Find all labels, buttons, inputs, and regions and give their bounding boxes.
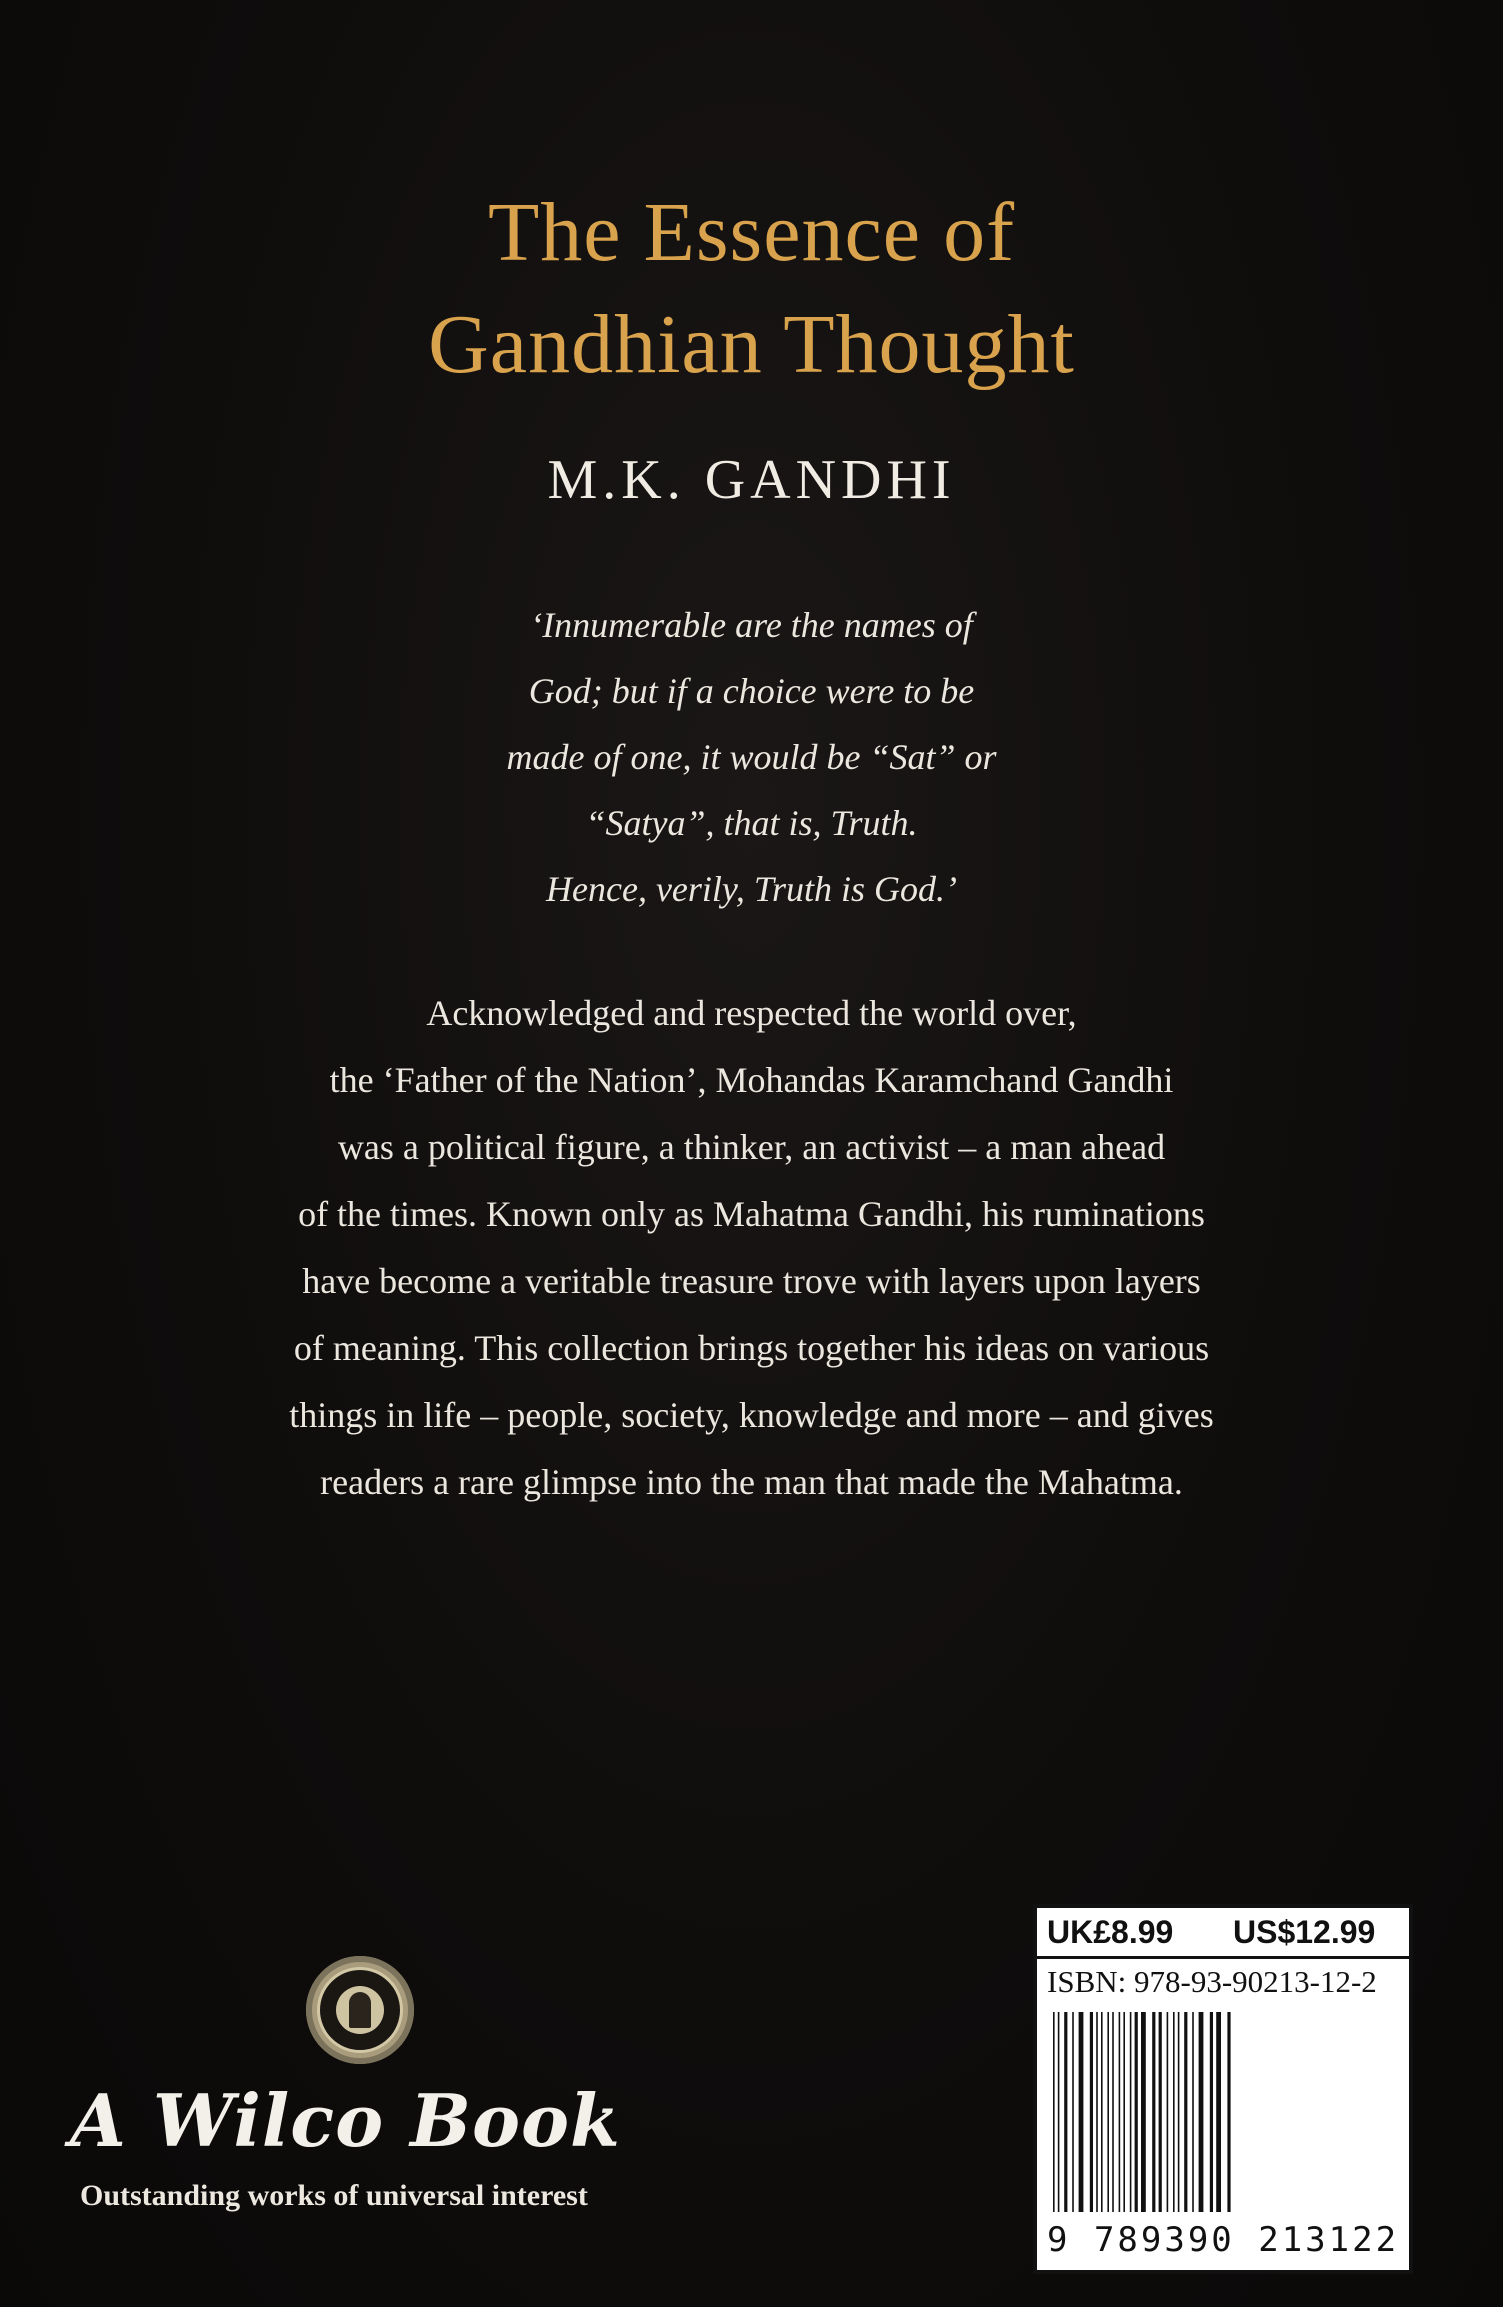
- quote-line: made of one, it would be “Sat” or: [506, 737, 997, 777]
- price-row: [1037, 1908, 1409, 1959]
- publisher-emblem-icon: [306, 1956, 414, 2064]
- quote-line: God; but if a choice were to be: [528, 671, 975, 711]
- barcode-bar: [1058, 2012, 1060, 2212]
- price-barcode-box: [1033, 1904, 1413, 2274]
- book-blurb: [0, 980, 1503, 1516]
- book-title-line-2: Gandhian Thought: [428, 298, 1075, 391]
- barcode-bar: [1184, 2012, 1187, 2212]
- blurb-line: was a political figure, a thinker, an activist – a man ahead: [337, 1127, 1166, 1167]
- quote-line: “Satya”, that is, Truth.: [585, 803, 918, 843]
- barcode-bar: [1178, 2012, 1180, 2212]
- barcode-bar: [1079, 2012, 1084, 2212]
- barcode-icon: [1051, 2012, 1395, 2212]
- publisher-name: A Wilco Book: [70, 2078, 621, 2163]
- barcode-bar: [1101, 2012, 1103, 2212]
- barcode-bar: [1130, 2012, 1132, 2212]
- author-name: M.K. GANDHI: [547, 449, 956, 511]
- barcode-bar: [1141, 2012, 1146, 2212]
- barcode-bar: [1064, 2012, 1067, 2212]
- barcode-bar: [1135, 2012, 1138, 2212]
- us-price: US$12.99: [1233, 1914, 1376, 1950]
- quote-line: Hence, verily, Truth is God.’: [546, 869, 957, 909]
- isbn-label: ISBN: 978-93-90213-12-2: [1047, 1964, 1377, 1999]
- barcode-bar: [1216, 2012, 1221, 2212]
- barcode-bar: [1210, 2012, 1213, 2212]
- barcode-bar: [1096, 2012, 1098, 2212]
- emblem-glyph: [349, 1992, 371, 2028]
- barcode-bar: [1090, 2012, 1093, 2212]
- uk-price: UK£8.99: [1047, 1914, 1174, 1950]
- barcode-bar: [1173, 2012, 1175, 2212]
- blurb-line: of meaning. This collection brings together his ideas on various: [293, 1328, 1210, 1368]
- barcode-bar: [1053, 2012, 1055, 2212]
- barcode-bar: [1107, 2012, 1109, 2212]
- barcode-bar: [1072, 2012, 1074, 2212]
- barcode-digits: 9 789390 213122: [1047, 2220, 1400, 2260]
- blurb-line: have become a veritable treasure trove with layers upon layers: [302, 1261, 1201, 1301]
- barcode-bar: [1199, 2012, 1204, 2212]
- blurb-line: the ‘Father of the Nation’, Mohandas Karamchand Gandhi: [329, 1060, 1174, 1100]
- quote-line: ‘Innumerable are the names of: [530, 605, 973, 645]
- blurb-line: things in life – people, society, knowledge and more – and gives: [289, 1395, 1214, 1435]
- barcode-bar: [1159, 2012, 1162, 2212]
- blurb-line: readers a rare glimpse into the man that made the Mahatma.: [320, 1462, 1183, 1502]
- barcode-bar: [1112, 2012, 1114, 2212]
- blurb-line: Acknowledged and respected the world over,: [426, 993, 1077, 1033]
- barcode-bar: [1167, 2012, 1169, 2212]
- barcode-bar: [1123, 2012, 1125, 2212]
- publisher-tagline: Outstanding works of universal interest: [80, 2179, 588, 2212]
- blurb-line: of the times. Known only as Mahatma Gandhi, his ruminations: [298, 1194, 1205, 1234]
- barcode-bar: [1152, 2012, 1155, 2212]
- barcode-bar: [1119, 2012, 1121, 2212]
- book-title-line-1: The Essence of: [487, 186, 1016, 279]
- gandhi-quote: [0, 592, 1503, 922]
- barcode-bar: [1192, 2012, 1194, 2212]
- barcode-bar: [1227, 2012, 1230, 2212]
